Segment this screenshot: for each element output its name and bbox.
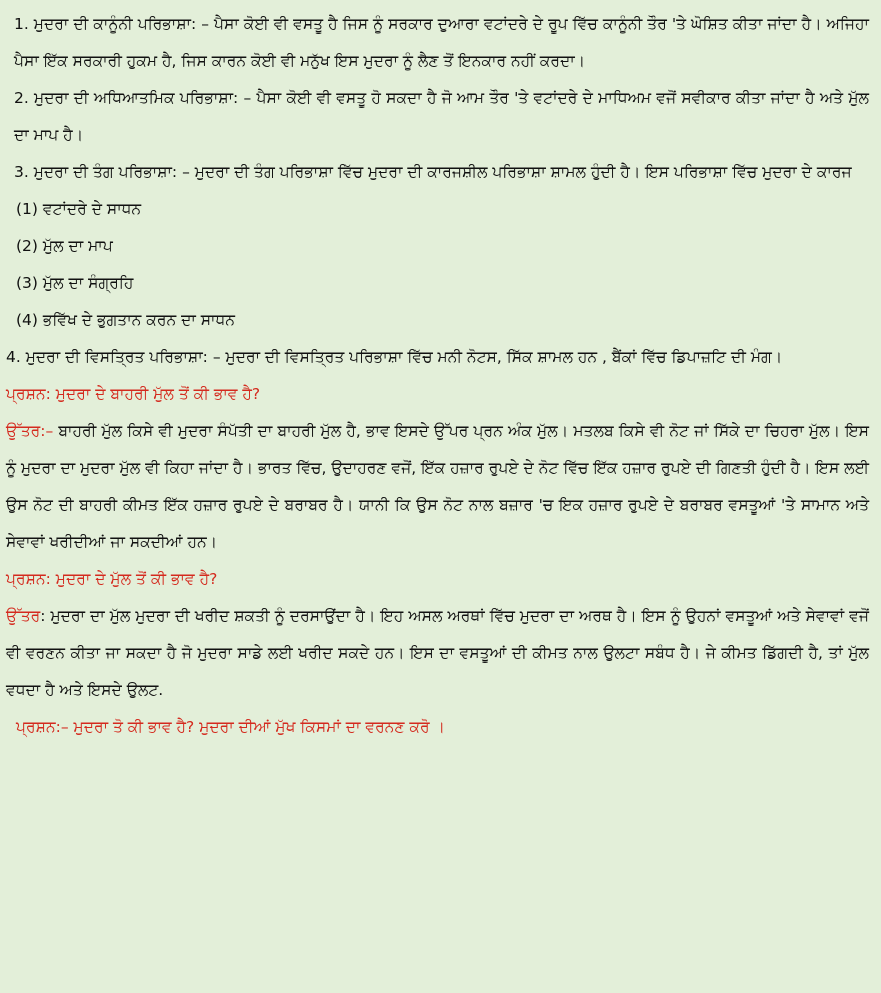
function-item: (2) ਮੁੱਲ ਦਾ ਮਾਪ [16,237,113,255]
definition-legal: 1. ਮੁਦਰਾ ਦੀ ਕਾਨੂੰਨੀ ਪਰਿਭਾਸ਼ਾ: – ਪੈਸਾ ਕੋਈ ਵੀ ਵਸਤੂ ਹੈ ਜਿਸ ਨੂੰ ਸਰਕਾਰ ਦੁਆਰਾ ਵਟਾਂਦਰੇ ਦੇ ਰੂਪ ਵਿੱਚ ਕਾਨੂੰਨੀ ਤੌਰ 'ਤੇ ਘੋਸ਼ਿਤ ਕੀਤਾ ਜਾਂਦਾ ਹੈ। ਅਜਿਹਾ ਪੈਸਾ ਇੱਕ ਸਰਕਾਰੀ ਹੁਕਮ ਹੈ, ਜਿਸ ਕਾਰਨ ਕੋਈ ਵੀ ਮਨੁੱਖ ਇਸ ਮੁਦਰਾ ਨੂੰ ਲੈਣ ਤੋਂ ਇਨਕਾਰ ਨਹੀਂ ਕਰਦਾ। [14,15,869,70]
definition-spiritual: 2. ਮੁਦਰਾ ਦੀ ਅਧਿਆਤਮਿਕ ਪਰਿਭਾਸ਼ਾ: – ਪੈਸਾ ਕੋਈ ਵੀ ਵਸਤੂ ਹੋ ਸਕਦਾ ਹੈ ਜੋ ਆਮ ਤੌਰ 'ਤੇ ਵਟਾਂਦਰੇ ਦੇ ਮਾਧਿਅਮ ਵਜੋਂ ਸਵੀਕਾਰ ਕੀਤਾ ਜਾਂਦਾ ਹੈ ਅਤੇ ਮੁੱਲ ਦਾ ਮਾਪ ਹੈ। [14,89,869,144]
function-item: (1) ਵਟਾਂਦਰੇ ਦੇ ਸਾਧਨ [16,200,142,218]
question-money-value: ਪ੍ਰਸ਼ਨ: ਮੁਦਰਾ ਦੇ ਮੁੱਲ ਤੋਂ ਕੀ ਭਾਵ ਹੈ? [6,570,218,588]
answer-external-value [6,413,869,561]
question-money-types: ਪ੍ਰਸ਼ਨ:– ਮੁਦਰਾ ਤੋ ਕੀ ਭਾਵ ਹੈ? ਮੁਦਰਾ ਦੀਆਂ ਮੁੱਖ ਕਿਸਮਾਂ ਦਾ ਵਰਨਣ ਕਰੋ । [16,718,445,736]
question-external-value: ਪ੍ਰਸ਼ਨ: ਮੁਦਰਾ ਦੇ ਬਾਹਰੀ ਮੁੱਲ ਤੋਂ ਕੀ ਭਾਵ ਹੈ? [6,385,261,403]
function-item: (4) ਭਵਿੱਖ ਦੇ ਭੁਗਤਾਨ ਕਰਨ ਦਾ ਸਾਧਨ [16,311,235,329]
function-item: (3) ਮੁੱਲ ਦਾ ਸੰਗ੍ਰਹਿ [16,274,134,292]
definition-narrow: 3. ਮੁਦਰਾ ਦੀ ਤੰਗ ਪਰਿਭਾਸ਼ਾ: – ਮੁਦਰਾ ਦੀ ਤੰਗ ਪਰਿਭਾਸ਼ਾ ਵਿੱਚ ਮੁਦਰਾ ਦੀ ਕਾਰਜਸ਼ੀਲ ਪਰਿਭਾਸ਼ਾ ਸ਼ਾਮਲ ਹੁੰਦੀ ਹੈ। ਇਸ ਪਰਿਭਾਸ਼ਾ ਵਿੱਚ ਮੁਦਰਾ ਦੇ ਕਾਰਜ [14,163,852,181]
answer-money-value [6,598,869,709]
answer-text: ਬਾਹਰੀ ਮੁੱਲ ਕਿਸੇ ਵੀ ਮੁਦਰਾ ਸੰਪੱਤੀ ਦਾ ਬਾਹਰੀ ਮੁੱਲ ਹੈ, ਭਾਵ ਇਸਦੇ ਉੱਪਰ ਪ੍ਰਨ ਅੰਕ ਮੁੱਲ। ਮਤਲਬ ਕਿਸੇ ਵੀ ਨੋਟ ਜਾਂ ਸਿੱਕੇ ਦਾ ਚਿਹਰਾ ਮੁੱਲ। ਇਸ ਨੂੰ ਮੁਦਰਾ ਦਾ ਮੁਦਰਾ ਮੁੱਲ ਵੀ ਕਿਹਾ ਜਾਂਦਾ ਹੈ। ਭਾਰਤ ਵਿੱਚ, ਉਦਾਹਰਣ ਵਜੋਂ, ਇੱਕ ਹਜ਼ਾਰ ਰੁਪਏ ਦੇ ਨੋਟ ਵਿੱਚ ਇੱਕ ਹਜ਼ਾਰ ਰੁਪਏ ਦੀ ਗਿਣਤੀ ਹੁੰਦੀ ਹੈ। ਇਸ ਲਈ ਉਸ ਨੋਟ ਦੀ ਬਾਹਰੀ ਕੀਮਤ ਇੱਕ ਹਜ਼ਾਰ ਰੁਪਏ ਦੇ ਬਰਾਬਰ ਹੈ। ਯਾਨੀ ਕਿ ਉਸ ਨੋਟ ਨਾਲ ਬਜ਼ਾਰ 'ਚ ਇਕ ਹਜ਼ਾਰ ਰੁਪਏ ਦੇ ਬਰਾਬਰ ਵਸਤੂਆਂ 'ਤੇ ਸਾਮਾਨ ਅਤੇ ਸੇਵਾਵਾਂ ਖਰੀਦੀਆਂ ਜਾ ਸਕਦੀਆਂ ਹਨ। [6,422,869,551]
answer-label: ਉੱਤਰ:– [6,422,54,440]
definition-broad: 4. ਮੁਦਰਾ ਦੀ ਵਿਸਤ੍ਰਿਤ ਪਰਿਭਾਸ਼ਾ: – ਮੁਦਰਾ ਦੀ ਵਿਸਤ੍ਰਿਤ ਪਰਿਭਾਸ਼ਾ ਵਿੱਚ ਮਨੀ ਨੋਟਸ, ਸਿੱਕ ਸ਼ਾਮਲ ਹਨ , ਬੈਂਕਾਂ ਵਿੱਚ ਡਿਪਾਜ਼ਟਿ ਦੀ ਮੰਗ। [6,348,783,366]
answer-label: ਉੱਤਰ [6,607,41,625]
answer-text: : ਮੁਦਰਾ ਦਾ ਮੁੱਲ ਮੁਦਰਾ ਦੀ ਖਰੀਦ ਸ਼ਕਤੀ ਨੂੰ ਦਰਸਾਉਂਦਾ ਹੈ। ਇਹ ਅਸਲ ਅਰਥਾਂ ਵਿੱਚ ਮੁਦਰਾ ਦਾ ਅਰਥ ਹੈ। ਇਸ ਨੂੰ ਉਹਨਾਂ ਵਸਤੂਆਂ ਅਤੇ ਸੇਵਾਵਾਂ ਵਜੋਂ ਵੀ ਵਰਣਨ ਕੀਤਾ ਜਾ ਸਕਦਾ ਹੈ ਜੋ ਮੁਦਰਾ ਸਾਡੇ ਲਈ ਖਰੀਦ ਸਕਦੇ ਹਨ। ਇਸ ਦਾ ਵਸਤੂਆਂ ਦੀ ਕੀਮਤ ਨਾਲ ਉਲਟਾ ਸਬੰਧ ਹੈ। ਜੇ ਕੀਮਤ ਡਿੱਗਦੀ ਹੈ, ਤਾਂ ਮੁੱਲ ਵਧਦਾ ਹੈ ਅਤੇ ਇਸਦੇ ਉਲਟ. [6,607,869,699]
